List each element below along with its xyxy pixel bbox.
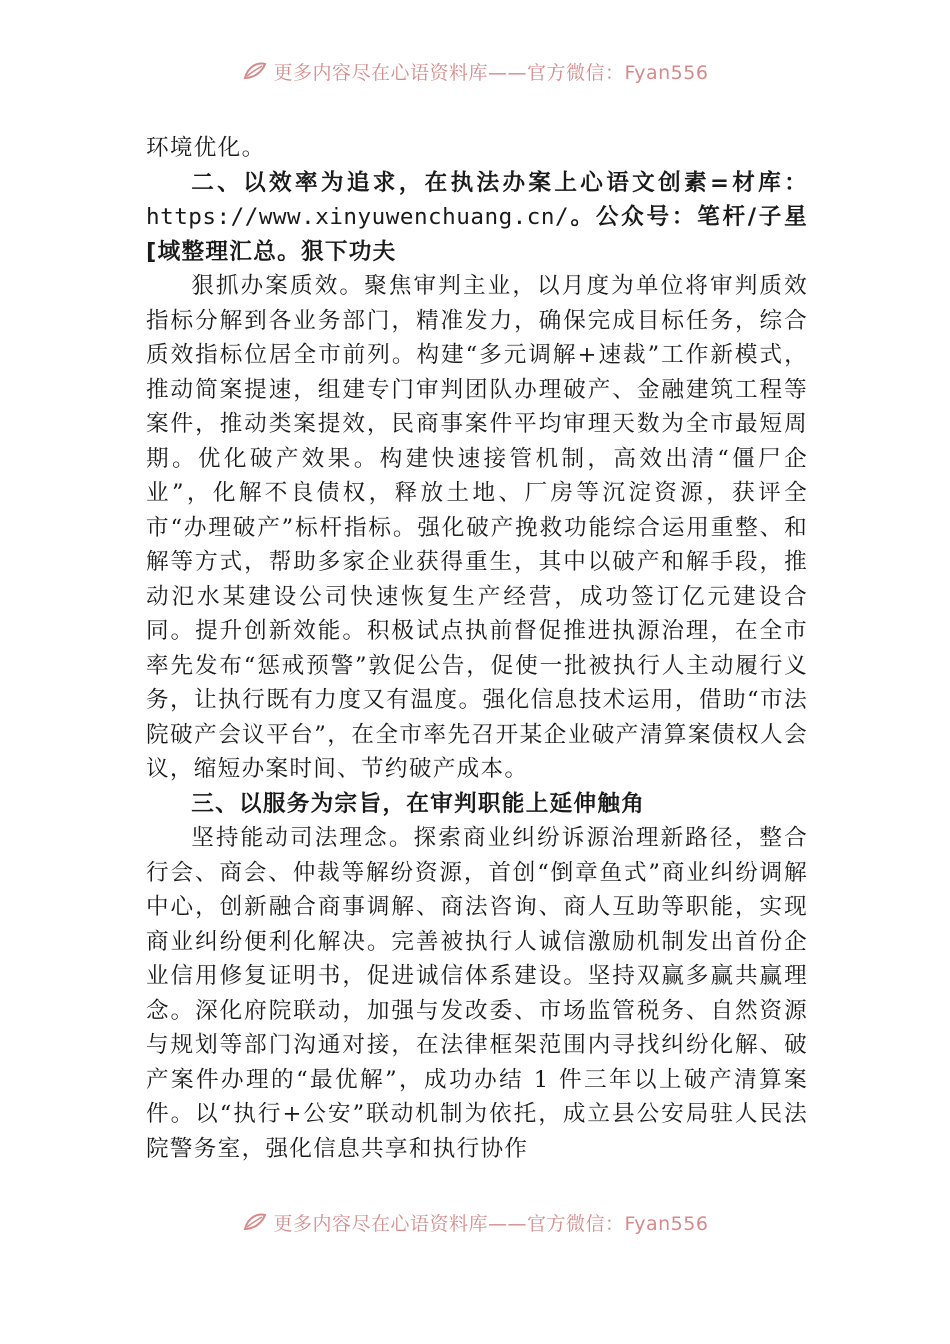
leaf-logo-icon xyxy=(242,60,268,82)
section-2-paragraph: 狠抓办案质效。聚焦审判主业，以月度为单位将审判质效指标分解到各业务部门，精准发力，确保完成目标任务，综合质效指标位居全市前列。构建“多元调解+速裁”工作新模式，推动简案提速，组建专门审判团队办理破产、金融建筑工程等案件，推动类案提效，民商事案件平均审理天数为全市最短周期。优化破产效果。构建快速接管机制，高效出清“僵尸企业”，化解不良债权，释放土地、厂房等沉淀资源，获评全市“办理破产”标杆指标。强化破产挽救功能综合运用重整、和解等方式，帮助多家企业获得重生，其中以破产和解手段，推动氾水某建设公司快速恢复生产经营，成功签订亿元建设合同。提升创新效能。积极试点执前督促推进执源治理，在全市率先发布“惩戒预警”敦促公告，促使一批被执行人主动履行义务，让执行既有力度又有温度。强化信息技术运用，借助“市法院破产会议平台”，在全市率先召开某企业破产清算案债权人会议，缩短办案时间、节约破产成本。 xyxy=(146,273,808,782)
watermark-header xyxy=(0,56,950,86)
continuation-paragraph: 环境优化。 xyxy=(146,135,266,161)
source-url: https://www.xinyuwenchuang.cn/ xyxy=(146,204,570,230)
section-2-heading-prefix: 二、以效率为追求，在执法办案上 xyxy=(191,169,581,196)
document-body xyxy=(146,131,808,1166)
section-3-heading: 三、以服务为宗旨，在审判职能上延伸触角 xyxy=(191,790,646,817)
section-3-paragraph: 坚持能动司法理念。探索商业纠纷诉源治理新路径，整合行会、商会、仲裁等解纷资源，首创“倒章鱼式”商业纠纷调解中心，创新融合商事调解、商法咨询、商人互助等职能，实现商业纠纷便利化解决。完善被执行人诚信激励机制发出首份企业信用修复证明书，促进诚信体系建设。坚持双赢多赢共赢理念。深化府院联动，加强与发改委、市场监管税务、自然资源与规划等部门沟通对接，在法律框架范围内寻找纠纷化解、破产案件办理的“最优解”，成功办结 1 件三年以上破产清算案件。以“执行+公安”联动机制为依托，成立县公安局驻人民法院警务室，强化信息共享和执行协作 xyxy=(146,825,808,1162)
watermark-text: 更多内容尽在心语资料库——官方微信：Fyan556 xyxy=(273,1212,709,1235)
watermark-text: 更多内容尽在心语资料库——官方微信：Fyan556 xyxy=(273,61,709,84)
section-2-heading xyxy=(146,166,808,270)
section-2-heading-rest: 。公众号：笔杆/子星[域整理汇总。狠下功夫 xyxy=(146,204,808,265)
injected-text: 心语文创素=材库： xyxy=(580,169,808,196)
leaf-logo-icon xyxy=(242,1211,268,1233)
watermark-footer xyxy=(0,1207,950,1237)
